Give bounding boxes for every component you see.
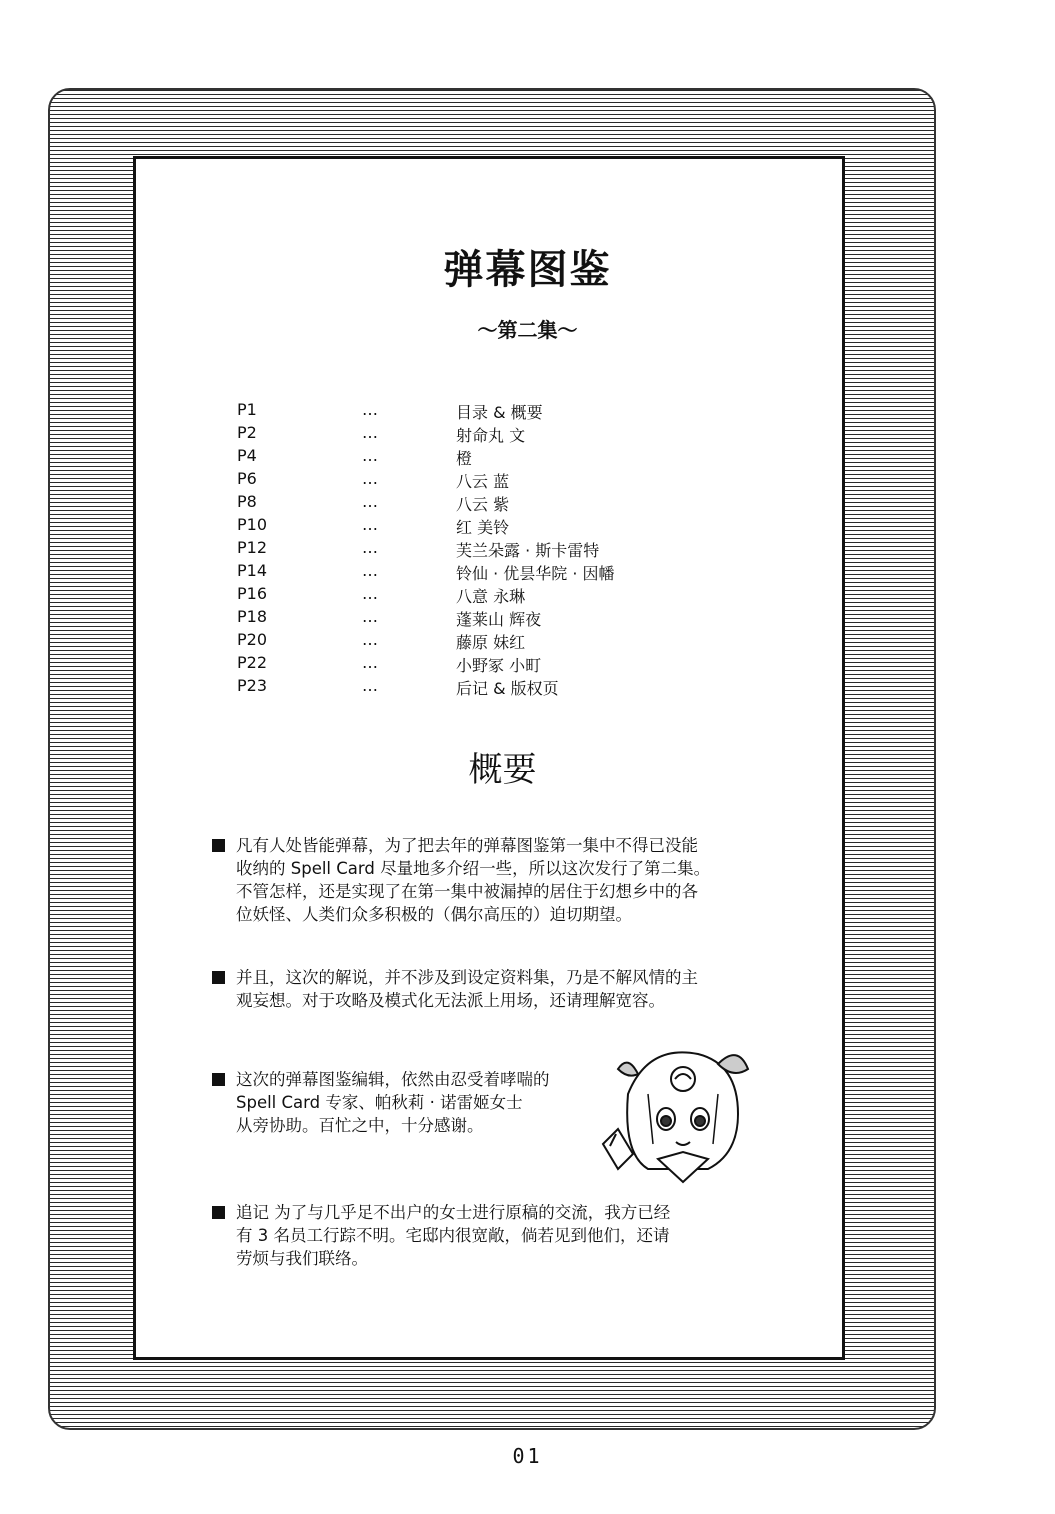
toc-row [0, 561, 1055, 584]
toc-page: P10 [237, 515, 268, 534]
toc-title: 蓬莱山 辉夜 [456, 610, 542, 629]
square-bullet-icon [212, 1073, 225, 1086]
toc-page: P14 [237, 561, 268, 580]
summary-paragraph [212, 1201, 752, 1270]
toc-row [0, 400, 1055, 423]
toc-dots: … [362, 607, 378, 626]
page-subtitle: ～第二集～ [477, 318, 578, 342]
toc-title: 小野冢 小町 [456, 656, 542, 675]
page-number: 01 [512, 1444, 543, 1468]
page-title: 弹幕图鉴 [443, 247, 612, 293]
toc-dots: … [362, 515, 378, 534]
toc-dots: … [362, 561, 378, 580]
paragraph-line: 有 3 名员工行踪不明。宅邸内很宽敞，倘若见到他们，还请 [236, 1226, 670, 1245]
square-bullet-icon [212, 1206, 225, 1219]
toc-title: 铃仙 · 优昙华院 · 因幡 [456, 564, 615, 583]
toc-row [0, 607, 1055, 630]
toc-dots: … [362, 538, 378, 557]
toc-title: 目录 & 概要 [456, 403, 543, 422]
toc-row [0, 630, 1055, 653]
summary-heading-text: 概要 [468, 750, 537, 790]
paragraph-line: 凡有人处皆能弹幕，为了把去年的弹幕图鉴第一集中不得已没能 [236, 836, 698, 855]
toc-row [0, 584, 1055, 607]
square-bullet-icon [212, 839, 225, 852]
toc-row [0, 515, 1055, 538]
toc-dots: … [362, 676, 378, 695]
toc-page: P20 [237, 630, 268, 649]
toc-title: 射命丸 文 [456, 426, 526, 445]
toc-title: 芙兰朵露 · 斯卡雷特 [456, 541, 600, 560]
toc-row [0, 676, 1055, 699]
toc-title: 橙 [456, 449, 473, 468]
summary-paragraph [212, 834, 752, 926]
toc-dots: … [362, 423, 378, 442]
toc-title: 红 美铃 [456, 518, 510, 537]
toc-page: P1 [237, 400, 257, 419]
toc-row [0, 446, 1055, 469]
toc-page: P22 [237, 653, 268, 672]
square-bullet-icon [212, 971, 225, 984]
patchouli-mascot-illustration [588, 1034, 758, 1184]
toc-title: 后记 & 版权页 [456, 679, 559, 698]
paragraph-line: Spell Card 专家、帕秋莉 · 诺雷姬女士 [236, 1093, 523, 1112]
paragraph-line: 劳烦与我们联络。 [236, 1249, 368, 1268]
paragraph-line: 并且，这次的解说，并不涉及到设定资料集，乃是不解风情的主 [236, 968, 698, 987]
summary-paragraph [212, 1068, 592, 1137]
toc-title: 八意 永琳 [456, 587, 526, 606]
toc-dots: … [362, 653, 378, 672]
toc-page: P2 [237, 423, 257, 442]
toc-dots: … [362, 400, 378, 419]
toc-page: P12 [237, 538, 268, 557]
paragraph-line: 这次的弹幕图鉴编辑，依然由忍受着哮喘的 [236, 1070, 550, 1089]
summary-paragraph [212, 966, 752, 1012]
toc-row [0, 538, 1055, 561]
paragraph-line: 位妖怪、人类们众多积极的（偶尔高压的）迫切期望。 [236, 905, 632, 924]
toc-page: P23 [237, 676, 268, 695]
toc-row [0, 492, 1055, 515]
paragraph-line: 观妄想。对于攻略及模式化无法派上用场，还请理解宽容。 [236, 991, 665, 1010]
toc-row [0, 653, 1055, 676]
summary-heading [0, 742, 1055, 791]
toc-page: P16 [237, 584, 268, 603]
paragraph-line: 收纳的 Spell Card 尽量地多介绍一些，所以这次发行了第二集。 [236, 859, 711, 878]
toc-page: P6 [237, 469, 257, 488]
toc-dots: … [362, 630, 378, 649]
paragraph-line: 不管怎样，还是实现了在第一集中被漏掉的居住于幻想乡中的各 [236, 882, 698, 901]
toc-dots: … [362, 469, 378, 488]
paragraph-line: 从旁协助。百忙之中，十分感谢。 [236, 1116, 484, 1135]
toc-title: 八云 蓝 [456, 472, 510, 491]
toc-dots: … [362, 492, 378, 511]
toc-page: P8 [237, 492, 257, 511]
toc-row [0, 469, 1055, 492]
paragraph-line: 追记 为了与几乎足不出户的女士进行原稿的交流，我方已经 [236, 1203, 671, 1222]
toc-page: P4 [237, 446, 257, 465]
toc-page: P18 [237, 607, 268, 626]
toc-dots: … [362, 446, 378, 465]
toc-dots: … [362, 584, 378, 603]
toc-row [0, 423, 1055, 446]
toc-title: 藤原 妹红 [456, 633, 526, 652]
toc-title: 八云 紫 [456, 495, 510, 514]
